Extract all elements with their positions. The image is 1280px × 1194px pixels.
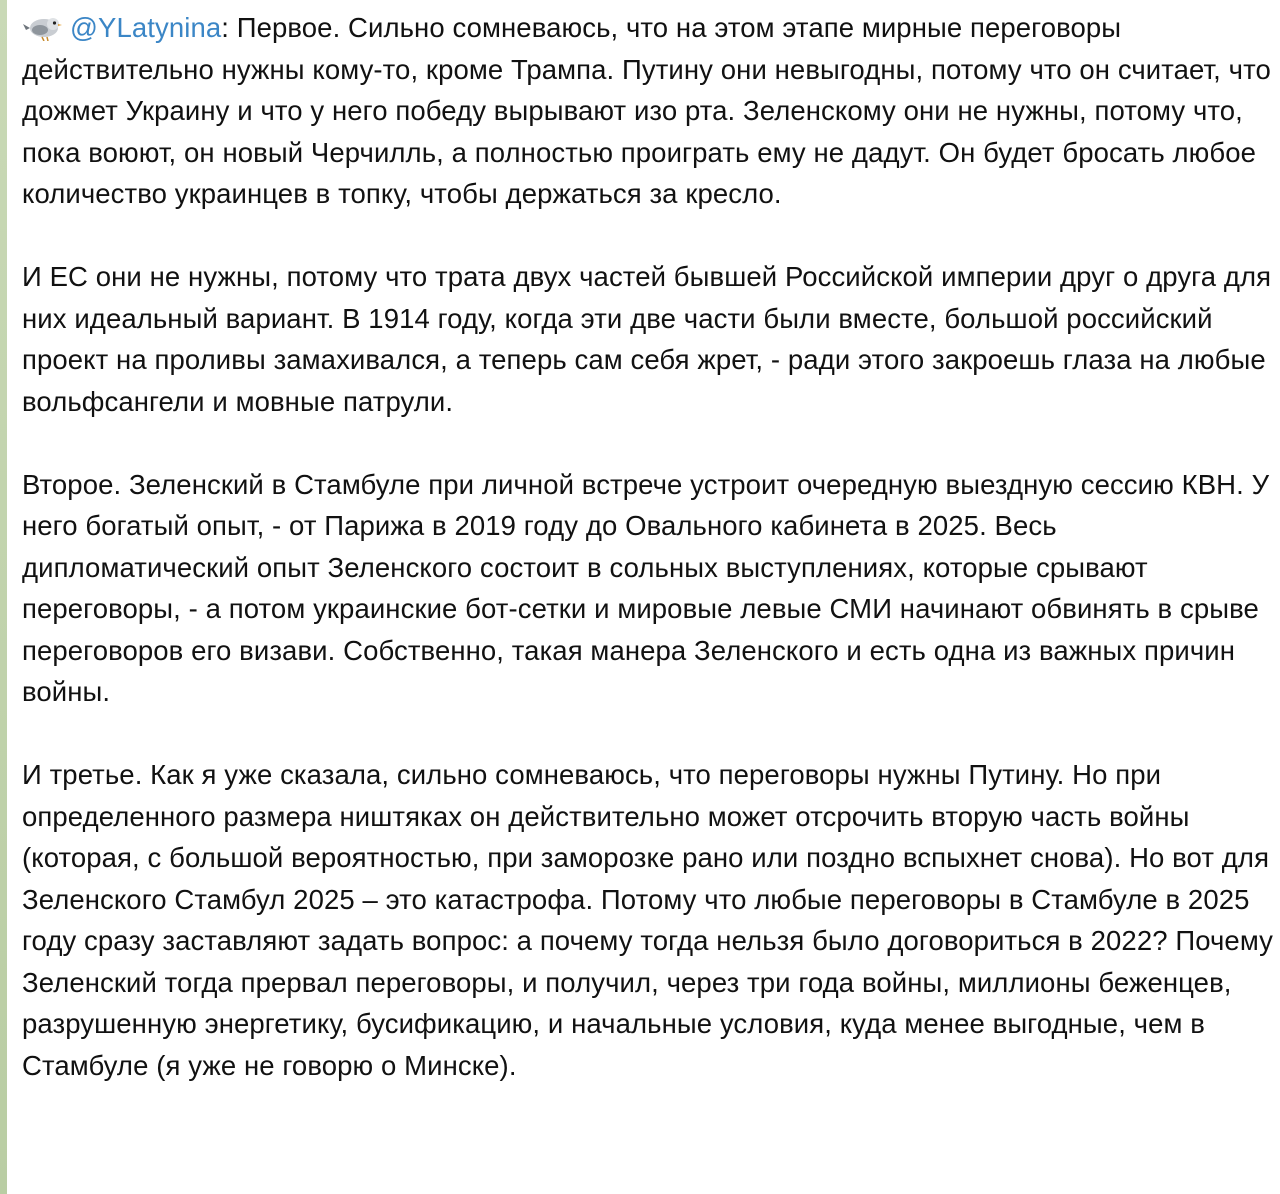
paragraph-4: И третье. Как я уже сказала, сильно сомневаюсь, что переговоры нужны Путину. Но при определенного размера ништяках он действительно может отсрочить вторую часть войны (которая, с большой вероятностью, при заморозке рано или поздно вспыхнет снова). Но вот для Зеленского Стамбул 2025 – это катастрофа. Потому что любые переговоры в Стамбуле в 2025 году сразу заставляют задать вопрос: а почему тогда нельзя было договориться в 2022? Почему Зеленский тогда прервал переговоры, и получил, через три года войны, миллионы беженцев, разрушенную энергетику, бусификацию, и начальные условия, куда менее выгодные, чем в Стамбуле (я уже не говорю о Минске). [22, 759, 1273, 1081]
paragraph-1-text: Первое. Сильно сомневаюсь, что на этом этапе мирные переговоры действительно нужны кому-то, кроме Трампа. Путину они невыгодны, потому что он считает, что дожмет Украину и что у него победу вырывают изо рта. Зеленскому они не нужны, потому что, пока воюют, он новый Черчилль, а полностью проиграть ему не дадут. Он будет бросать любое количество украинцев в топку, чтобы держаться за кресло. [22, 12, 1271, 209]
paragraph-2: И ЕС они не нужны, потому что трата двух частей бывшей Российской империи друг о друга для них идеальный вариант. В 1914 году, когда эти две части были вместе, большой российский проект на проливы замахивался, а теперь сам себя жрет, - ради этого закроешь глаза на любые вольфсангели и мовные патрули. [22, 261, 1272, 417]
chat-bubble-edge [0, 0, 7, 1194]
bird-icon [22, 11, 62, 41]
message-text [22, 7, 1274, 1086]
author-mention-link[interactable]: @YLatynina [70, 12, 222, 43]
paragraph-1 [22, 7, 1274, 215]
mention-colon: : [221, 12, 229, 43]
paragraph-3: Второе. Зеленский в Стамбуле при личной встрече устроит очередную выездную сессию КВН. У него богатый опыт, - от Парижа в 2019 году до Овального кабинета в 2025. Весь дипломатический опыт Зеленского состоит в сольных выступлениях, которые срывают переговоры, - а потом украинские бот-сетки и мировые левые СМИ начинают обвинять в срыве переговоров его визави. Собственно, такая манера Зеленского и есть одна из важных причин войны. [22, 468, 1270, 707]
